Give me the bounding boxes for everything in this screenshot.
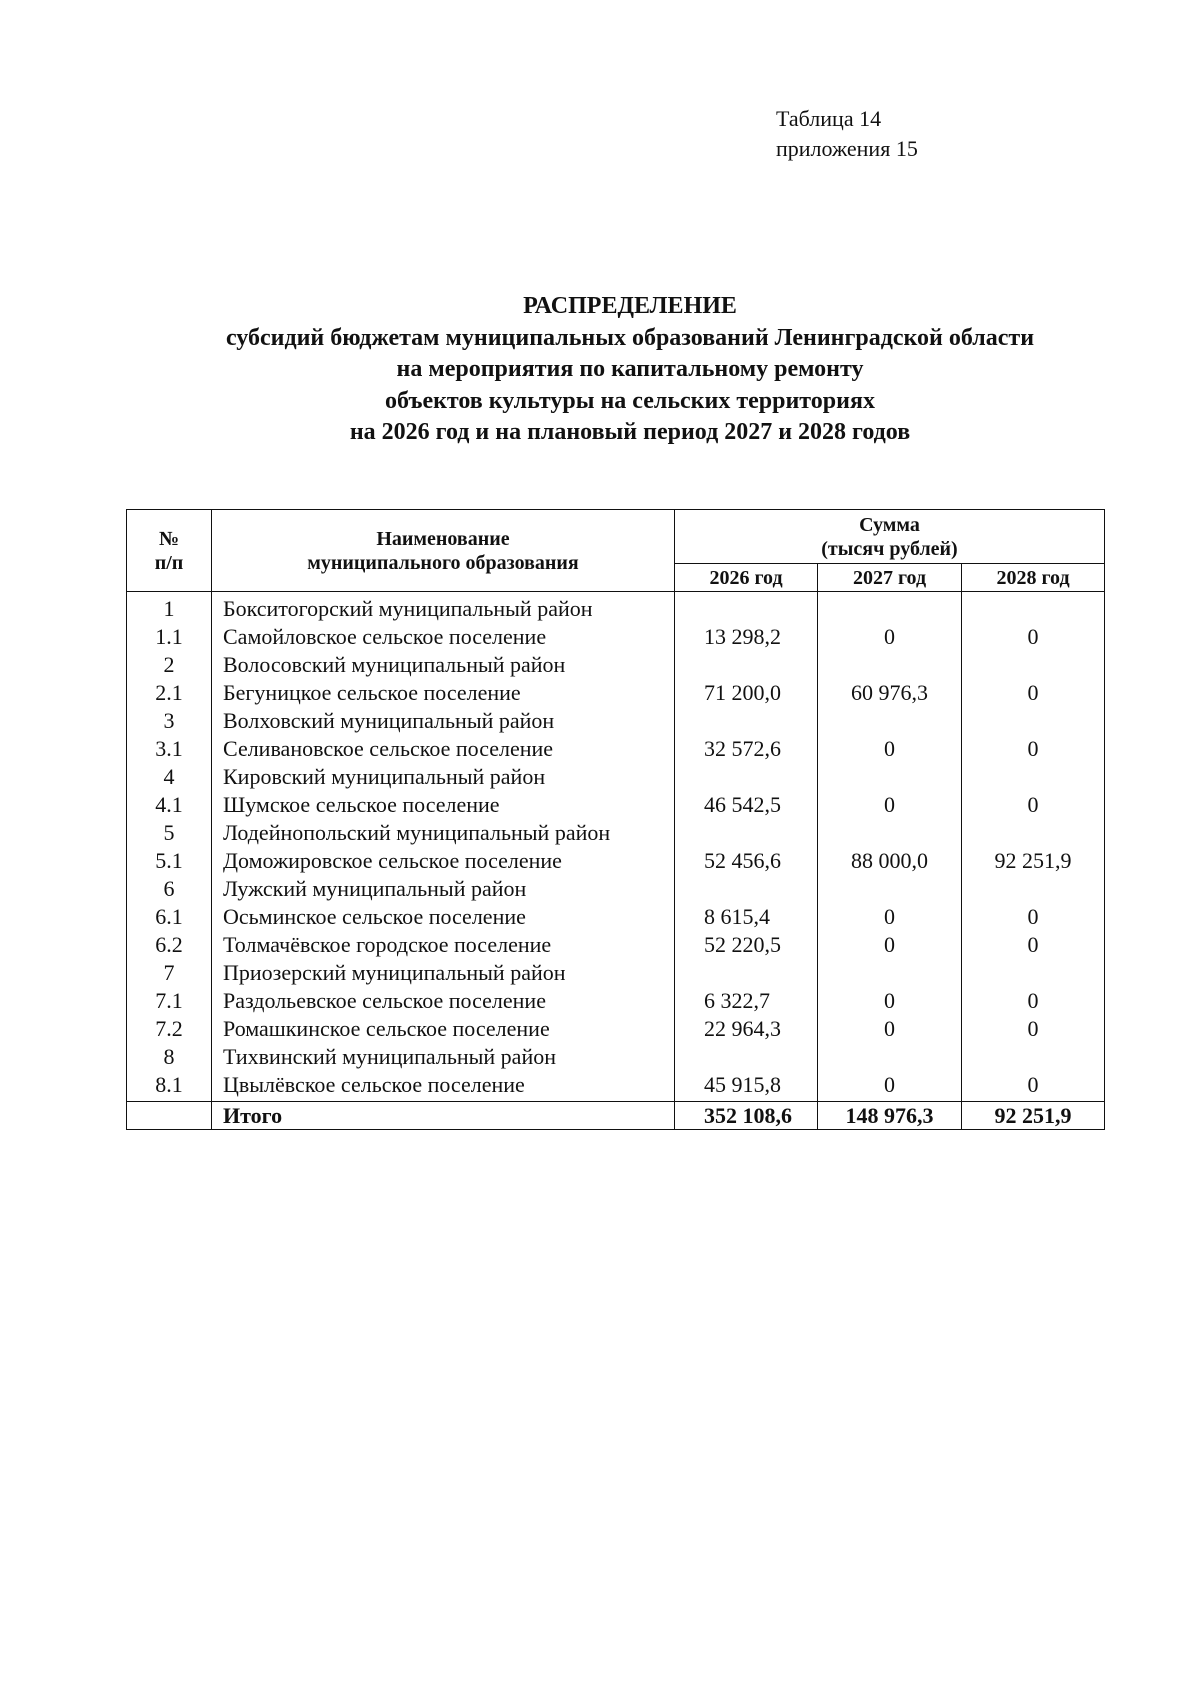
table-row [127, 1043, 1105, 1071]
row-number: 3 [127, 707, 212, 735]
row-name: Приозерский муниципальный район [212, 959, 675, 987]
row-value-2027: 88 000,0 [818, 847, 962, 875]
row-value-2027: 0 [818, 1071, 962, 1102]
row-name: Тихвинский муниципальный район [212, 1043, 675, 1071]
row-number: 7.2 [127, 1015, 212, 1043]
row-value-2027 [818, 651, 962, 679]
row-value-2026: 6 322,7 [675, 987, 818, 1015]
row-name: Самойловское сельское поселение [212, 623, 675, 651]
row-value-2027: 0 [818, 623, 962, 651]
row-value-2026 [675, 707, 818, 735]
row-value-2027: 0 [818, 987, 962, 1015]
header-name-line-1: Наименование [376, 527, 510, 550]
row-value-2028: 0 [962, 735, 1105, 763]
table-row [127, 763, 1105, 791]
row-value-2026: 13 298,2 [675, 623, 818, 651]
table-header [127, 510, 1105, 592]
row-name: Кировский муниципальный район [212, 763, 675, 791]
header-number-symbol: № [158, 527, 180, 550]
row-number: 7 [127, 959, 212, 987]
distribution-table-wrapper [126, 509, 1105, 1130]
row-value-2028: 0 [962, 1071, 1105, 1102]
table-row [127, 931, 1105, 959]
table-row [127, 735, 1105, 763]
row-value-2027 [818, 763, 962, 791]
row-value-2027: 0 [818, 931, 962, 959]
row-value-2027 [818, 1043, 962, 1071]
distribution-table [126, 509, 1105, 1130]
header-year-2028: 2028 год [962, 564, 1105, 592]
table-row [127, 679, 1105, 707]
title-line-1: РАСПРЕДЕЛЕНИЕ [523, 293, 737, 319]
row-value-2027: 60 976,3 [818, 679, 962, 707]
table-total [127, 1102, 1105, 1130]
row-name: Бокситогорский муниципальный район [212, 592, 675, 624]
row-value-2027: 0 [818, 1015, 962, 1043]
table-row [127, 903, 1105, 931]
row-value-2028: 0 [962, 987, 1105, 1015]
row-number: 6.2 [127, 931, 212, 959]
row-value-2026 [675, 819, 818, 847]
total-value-2027: 148 976,3 [818, 1102, 962, 1130]
row-name: Лодейнопольский муниципальный район [212, 819, 675, 847]
table-row [127, 623, 1105, 651]
row-name: Осьминское сельское поселение [212, 903, 675, 931]
row-value-2026 [675, 592, 818, 624]
title-line-5: на 2026 год и на плановый период 2027 и 2028 годов [349, 419, 911, 445]
row-number: 6.1 [127, 903, 212, 931]
row-value-2026: 71 200,0 [675, 679, 818, 707]
header-name-line-2: муниципального образования [307, 551, 579, 574]
row-value-2027 [818, 592, 962, 624]
table-row [127, 651, 1105, 679]
document-title [100, 291, 1160, 449]
total-value-2026: 352 108,6 [675, 1102, 818, 1130]
row-name: Доможировское сельское поселение [212, 847, 675, 875]
row-value-2028 [962, 592, 1105, 624]
row-name: Толмачёвское городское поселение [212, 931, 675, 959]
row-value-2026: 8 615,4 [675, 903, 818, 931]
row-name: Волосовский муниципальный район [212, 651, 675, 679]
row-value-2026: 46 542,5 [675, 791, 818, 819]
row-number: 8.1 [127, 1071, 212, 1102]
row-number: 5.1 [127, 847, 212, 875]
header-number [127, 510, 212, 592]
row-value-2027 [818, 875, 962, 903]
row-value-2027: 0 [818, 903, 962, 931]
table-row [127, 847, 1105, 875]
row-name: Ромашкинское сельское поселение [212, 1015, 675, 1043]
row-value-2026: 45 915,8 [675, 1071, 818, 1102]
row-value-2028 [962, 707, 1105, 735]
row-name: Цвылёвское сельское поселение [212, 1071, 675, 1102]
header-year-2026: 2026 год [675, 564, 818, 592]
row-name: Раздольевское сельское поселение [212, 987, 675, 1015]
row-number: 2 [127, 651, 212, 679]
header-name [212, 510, 675, 592]
table-row [127, 959, 1105, 987]
row-value-2028: 92 251,9 [962, 847, 1105, 875]
total-row [127, 1102, 1105, 1130]
row-value-2027 [818, 959, 962, 987]
row-number: 7.1 [127, 987, 212, 1015]
row-number: 6 [127, 875, 212, 903]
row-value-2026 [675, 959, 818, 987]
row-value-2028 [962, 651, 1105, 679]
row-value-2028 [962, 763, 1105, 791]
row-value-2028 [962, 819, 1105, 847]
table-row [127, 1071, 1105, 1102]
table-reference [776, 104, 918, 164]
row-value-2028: 0 [962, 791, 1105, 819]
title-line-3: на мероприятия по капитальному ремонту [396, 356, 864, 382]
row-value-2026: 52 220,5 [675, 931, 818, 959]
row-value-2028: 0 [962, 1015, 1105, 1043]
header-sum [675, 510, 1105, 564]
row-number: 5 [127, 819, 212, 847]
row-value-2026 [675, 763, 818, 791]
row-number: 4.1 [127, 791, 212, 819]
row-value-2027: 0 [818, 735, 962, 763]
row-value-2026 [675, 651, 818, 679]
row-value-2028: 0 [962, 679, 1105, 707]
table-row [127, 707, 1105, 735]
row-number: 3.1 [127, 735, 212, 763]
row-value-2026 [675, 1043, 818, 1071]
row-value-2028 [962, 875, 1105, 903]
row-value-2026: 22 964,3 [675, 1015, 818, 1043]
row-value-2027 [818, 819, 962, 847]
table-body [127, 592, 1105, 1102]
reference-table-number: Таблица 14 [776, 106, 882, 131]
row-number: 1 [127, 592, 212, 624]
title-line-2: субсидий бюджетам муниципальных образований Ленинградской области [225, 324, 1035, 351]
table-row [127, 875, 1105, 903]
row-value-2028 [962, 1043, 1105, 1071]
table-row [127, 1015, 1105, 1043]
header-year-2027: 2027 год [818, 564, 962, 592]
table-row [127, 791, 1105, 819]
row-value-2028: 0 [962, 931, 1105, 959]
row-number: 8 [127, 1043, 212, 1071]
header-sum-unit: (тысяч рублей) [821, 537, 958, 560]
row-name: Селивановское сельское поселение [212, 735, 675, 763]
row-value-2028: 0 [962, 903, 1105, 931]
row-value-2026: 52 456,6 [675, 847, 818, 875]
row-name: Волховский муниципальный район [212, 707, 675, 735]
row-value-2028 [962, 959, 1105, 987]
row-value-2026: 32 572,6 [675, 735, 818, 763]
total-label: Итого [212, 1102, 675, 1130]
total-number-cell [127, 1102, 212, 1130]
row-number: 2.1 [127, 679, 212, 707]
header-number-abbrev: п/п [154, 551, 184, 574]
table-row [127, 987, 1105, 1015]
row-name: Бегуницкое сельское поселение [212, 679, 675, 707]
row-name: Лужский муниципальный район [212, 875, 675, 903]
table-row [127, 819, 1105, 847]
row-value-2028: 0 [962, 623, 1105, 651]
table-row [127, 592, 1105, 624]
title-line-4: объектов культуры на сельских территориях [385, 387, 875, 414]
reference-appendix-number: приложения 15 [776, 136, 918, 161]
row-value-2026 [675, 875, 818, 903]
row-value-2027 [818, 707, 962, 735]
row-value-2027: 0 [818, 791, 962, 819]
header-sum-label: Сумма [859, 513, 920, 536]
row-number: 4 [127, 763, 212, 791]
row-name: Шумское сельское поселение [212, 791, 675, 819]
row-number: 1.1 [127, 623, 212, 651]
total-value-2028: 92 251,9 [962, 1102, 1105, 1130]
